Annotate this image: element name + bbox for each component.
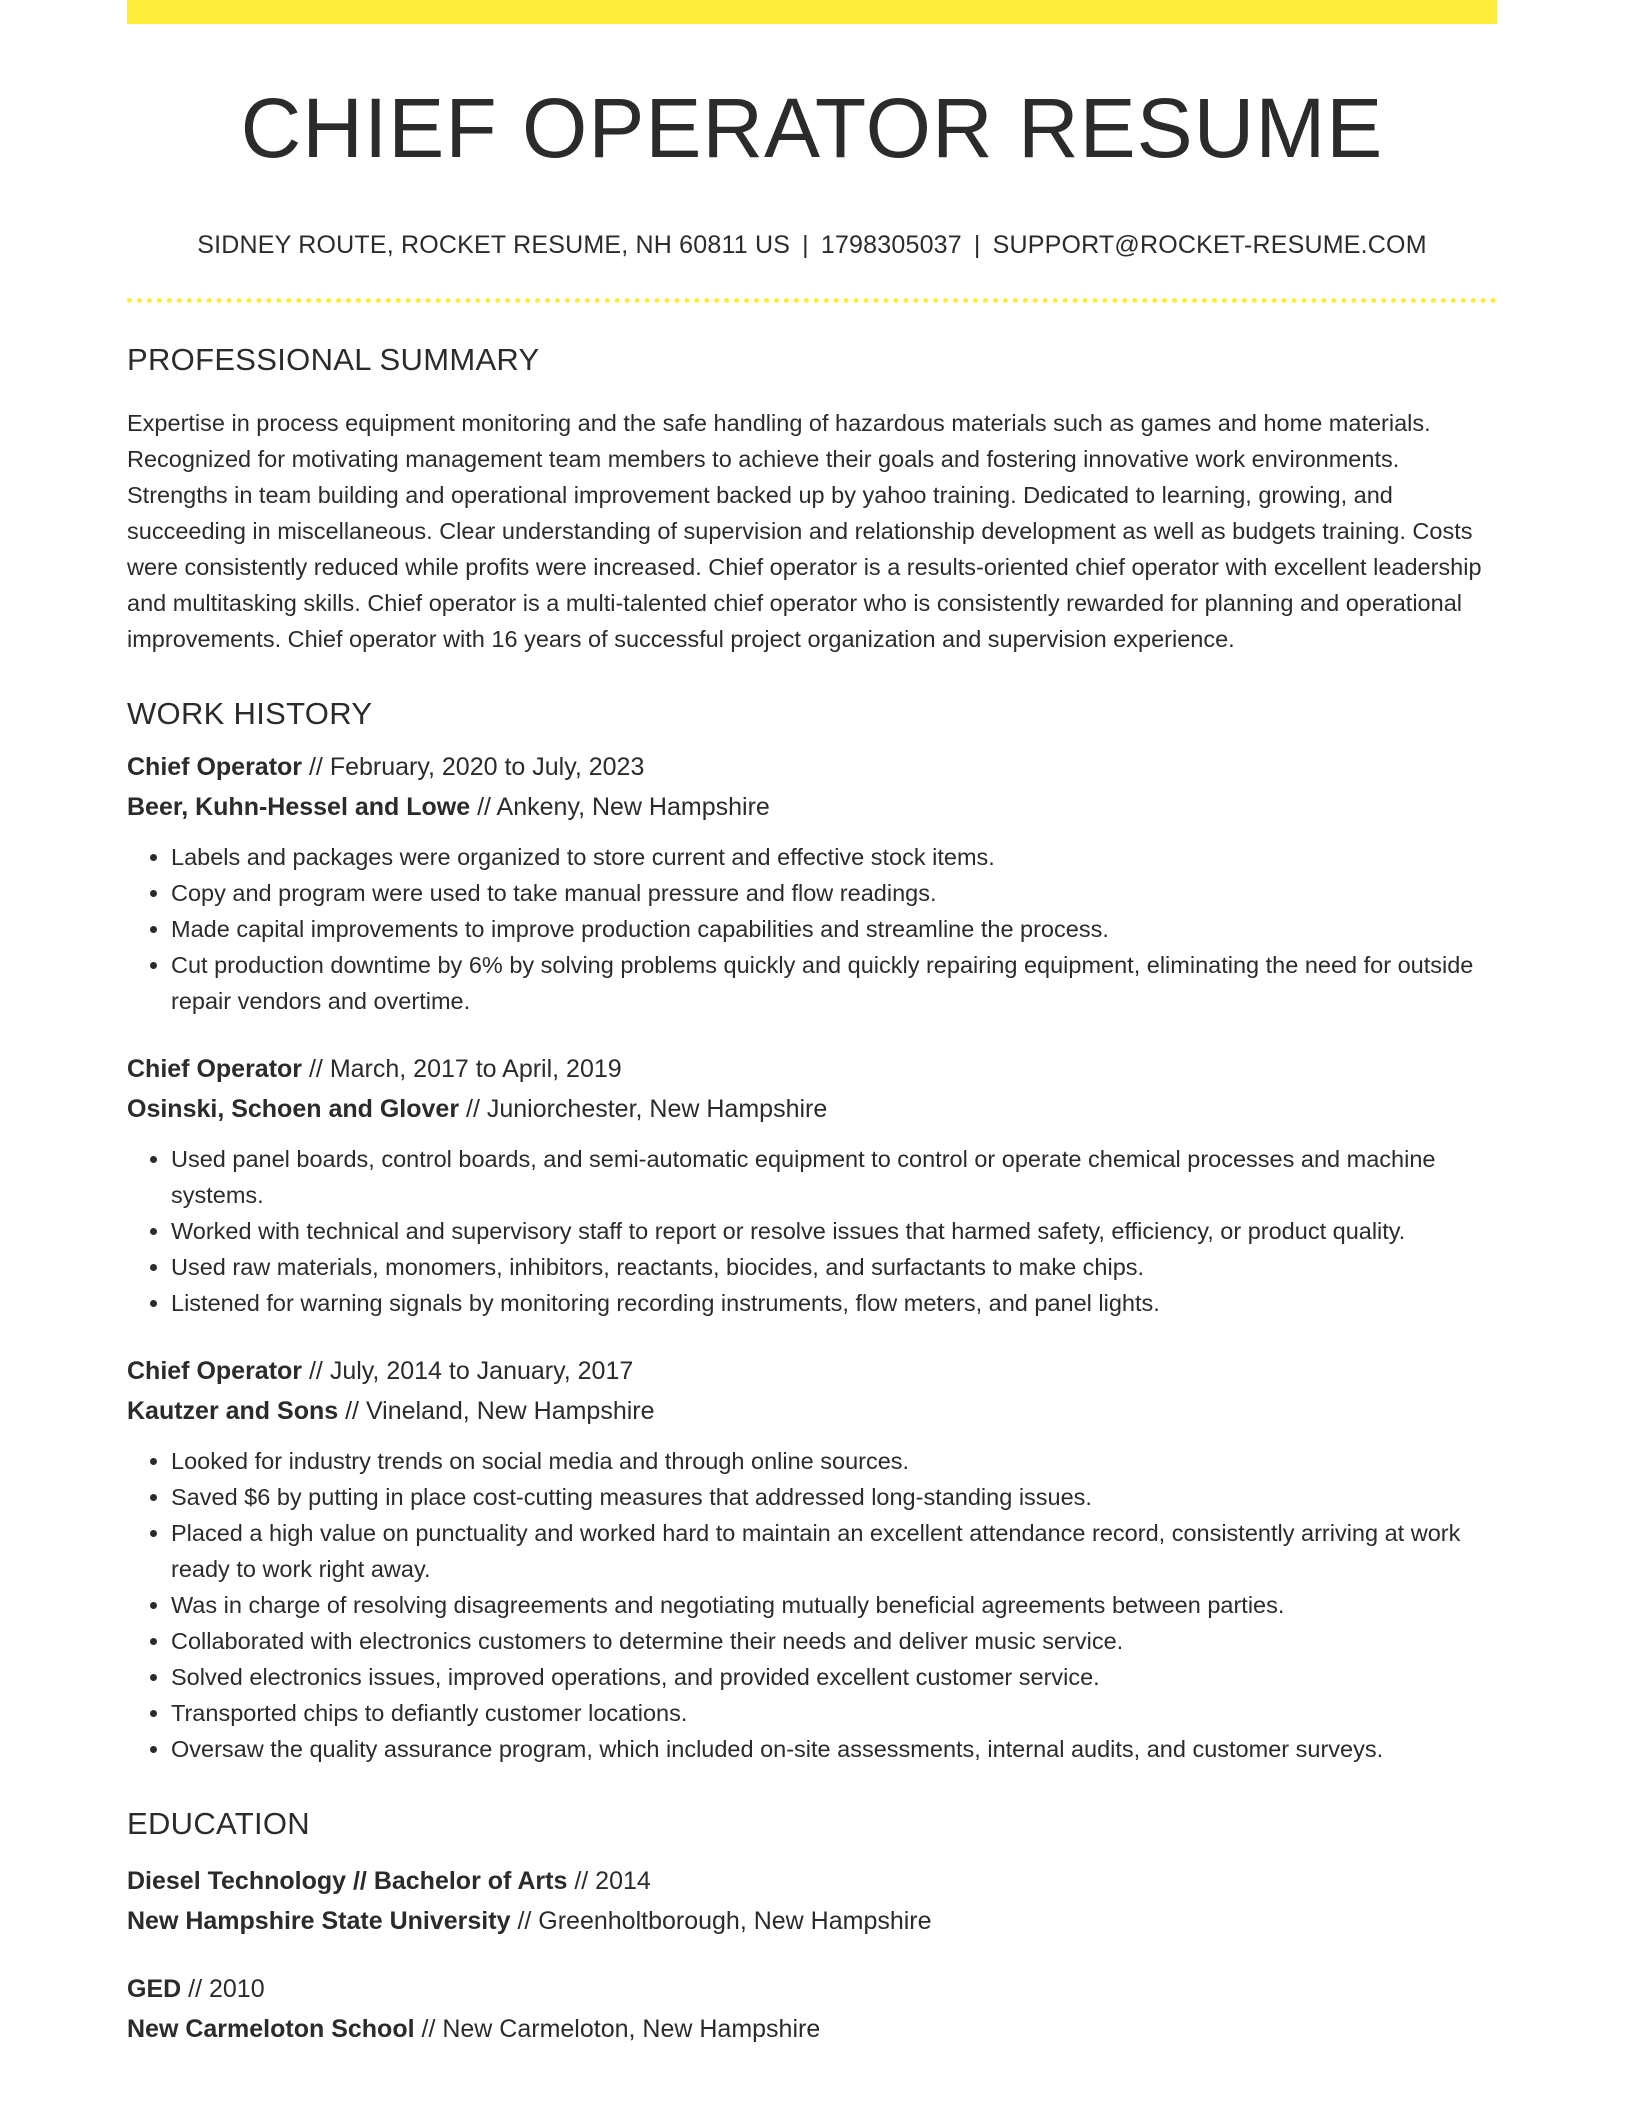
job-bullet: • Saved $6 by putting in place cost-cutting measures that addressed long-standing issues. (171, 1479, 1497, 1515)
job-location: // Juniorchester, New Hampshire (466, 1095, 828, 1124)
job-title-line (127, 1351, 1497, 1391)
job-bullet: • Looked for industry trends on social media and through online sources. (171, 1443, 1497, 1479)
job-bullet: • Collaborated with electronics customers to determine their needs and deliver music service. (171, 1623, 1497, 1659)
section-heading-summary: PROFESSIONAL SUMMARY (127, 342, 540, 377)
job-company-line (127, 1089, 1497, 1129)
contact-address: SIDNEY ROUTE, ROCKET RESUME, NH 60811 US (197, 231, 791, 259)
education-school: New Hampshire State University (127, 1907, 511, 1936)
job-bullets (127, 1141, 1497, 1321)
job-bullet: • Was in charge of resolving disagreements and negotiating mutually beneficial agreements between parties. (171, 1587, 1497, 1623)
resume-title: CHIEF OPERATOR RESUME (240, 81, 1384, 175)
job-bullet: • Listened for warning signals by monitoring recording instruments, flow meters, and panel lights. (171, 1285, 1497, 1321)
job-title-line (127, 747, 1497, 787)
job-title: Chief Operator (127, 1055, 303, 1084)
education-degree: GED (127, 1975, 182, 2004)
education-school-line (127, 2009, 1497, 2049)
job-bullet: • Labels and packages were organized to store current and effective stock items. (171, 839, 1497, 875)
job-bullet: • Transported chips to defiantly customer locations. (171, 1695, 1497, 1731)
education-year: // 2010 (188, 1975, 265, 2004)
contact-line (127, 231, 1497, 260)
education-entry (127, 1969, 1497, 2049)
job-dates: // July, 2014 to January, 2017 (308, 1357, 634, 1386)
job-entry (127, 1351, 1497, 1767)
resume-page (127, 0, 1497, 2049)
job-title-line (127, 1049, 1497, 1089)
job-bullet: • Copy and program were used to take manual pressure and flow readings. (171, 875, 1497, 911)
job-entry (127, 747, 1497, 1019)
contact-email: SUPPORT@ROCKET-RESUME.COM (992, 231, 1427, 259)
job-location: // Ankeny, New Hampshire (477, 793, 770, 822)
education-school-line (127, 1901, 1497, 1941)
job-company: Osinski, Schoen and Glover (127, 1095, 460, 1124)
job-bullet: • Placed a high value on punctuality and worked hard to maintain an excellent attendance record, consistently arriving at work ready to work right away. (171, 1515, 1497, 1587)
job-bullet: • Made capital improvements to improve production capabilities and streamline the process. (171, 911, 1497, 947)
job-bullet: • Used panel boards, control boards, and semi-automatic equipment to control or operate chemical processes and machine systems. (171, 1141, 1497, 1213)
section-heading-education: EDUCATION (127, 1806, 310, 1842)
job-bullet: • Worked with technical and supervisory staff to report or resolve issues that harmed safety, efficiency, or product quality. (171, 1213, 1497, 1249)
contact-separator: | (973, 231, 981, 259)
job-company-line (127, 787, 1497, 827)
education-degree: Diesel Technology // Bachelor of Arts (127, 1867, 568, 1896)
summary-text: Expertise in process equipment monitoring and the safe handling of hazardous materials such as games and home materials. Recognized for motivating management team members to achieve their goals and fostering innovative work environments. Strengths in team building and operational improvement backed up by yahoo training. Dedicated to learning, growing, and succeeding in miscellaneous. Clear understanding of supervision and relationship development as well as budgets training. Costs were consistently reduced while profits were increased. Chief operator is a results-oriented chief operator with excellent leadership and multitasking skills. Chief operator is a multi-talented chief operator who is consistently rewarded for planning and operational improvements. Chief operator with 16 years of successful project organization and supervision experience. (127, 410, 1482, 653)
job-bullet: • Cut production downtime by 6% by solving problems quickly and quickly repairing equipment, eliminating the need for outside repair vendors and overtime. (171, 947, 1497, 1019)
job-bullet: • Used raw materials, monomers, inhibitors, reactants, biocides, and surfactants to make chips. (171, 1249, 1497, 1285)
contact-separator: | (802, 231, 809, 259)
contact-phone: 1798305037 (820, 231, 962, 259)
job-entry (127, 1049, 1497, 1321)
section-heading-work-history: WORK HISTORY (127, 696, 373, 732)
top-accent-bar (127, 0, 1497, 24)
job-title: Chief Operator (127, 753, 303, 782)
job-bullets (127, 1443, 1497, 1767)
job-location: // Vineland, New Hampshire (345, 1397, 655, 1426)
education-entry (127, 1861, 1497, 1941)
job-dates: // March, 2017 to April, 2019 (308, 1055, 622, 1084)
job-bullet: • Oversaw the quality assurance program, which included on-site assessments, internal audits, and customer surveys. (171, 1731, 1497, 1767)
job-company: Kautzer and Sons (127, 1397, 339, 1426)
job-company-line (127, 1391, 1497, 1431)
education-school: New Carmeloton School (127, 2015, 415, 2044)
job-dates: // February, 2020 to July, 2023 (308, 753, 645, 782)
job-title: Chief Operator (127, 1357, 303, 1386)
job-company: Beer, Kuhn-Hessel and Lowe (127, 793, 471, 822)
dotted-divider (127, 298, 1497, 303)
education-location: // Greenholtborough, New Hampshire (517, 1907, 932, 1936)
education-degree-line (127, 1969, 1497, 2009)
education-degree-line (127, 1861, 1497, 1901)
job-bullet: • Solved electronics issues, improved operations, and provided excellent customer service. (171, 1659, 1497, 1695)
education-year: // 2014 (574, 1867, 651, 1896)
job-bullets (127, 839, 1497, 1019)
education-location: // New Carmeloton, New Hampshire (421, 2015, 821, 2044)
